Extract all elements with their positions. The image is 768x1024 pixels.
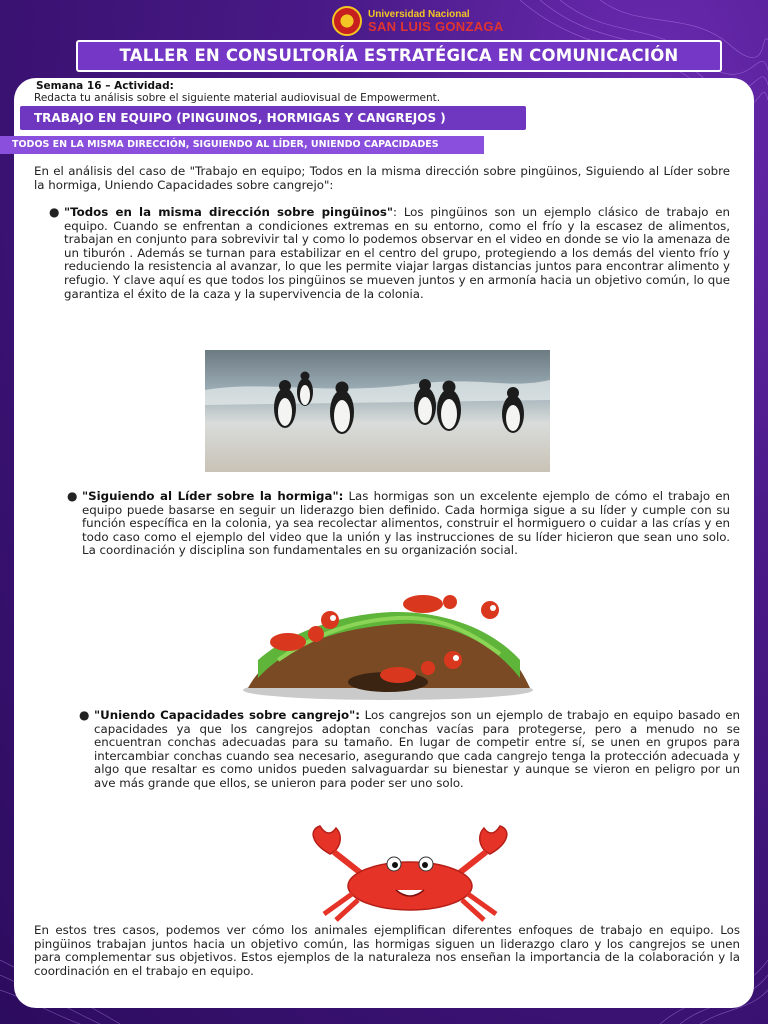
page-title: TALLER EN CONSULTORÍA ESTRATÉGICA EN COMUNICACIÓN [76,40,722,72]
activity-label: Semana 16 – Actividad: [36,80,174,92]
bullet-text: Las hormigas son un excelente ejemplo de cómo el trabajo en equipo puede basarse en seguir un liderazgo bien definido. Cada hormiga sigue a su líder y cumple con su función específica en la colonia, ya sea recolectar alimentos, construir el hormiguero o cuidar a las crías y en todo caso como el ejemplo del video que la unión y las instrucciones de su líder hicieron que sean uno solo. La coordinación y disciplina son fundamentales en su organización social. [82,489,730,558]
logo-line-2: SAN LUIS GONZAGA [368,18,504,34]
activity-description: Redacta tu análisis sobre el siguiente material audiovisual de Empowerment. [34,92,441,104]
bullet-dot-icon: ● [67,489,78,503]
bullet-ants [67,489,730,558]
closing-paragraph: En estos tres casos, podemos ver cómo los animales ejemplifican diferentes enfoques de trabajo en equipo. Los pingüinos trabajan juntos hacia un objetivo común, las hormigas siguen un liderazgo claro y los cangrejos se unen para complementar sus objetivos. Estos ejemplos de la naturaleza nos enseñan la importancia de la colaboración y la coordinación en el trabajo en equipo. [34,923,740,978]
bullet-dot-icon: ● [49,205,60,219]
logo-line-1: Universidad Nacional [368,8,470,20]
bullet-text: Los cangrejos son un ejemplo de trabajo en equipo basado en capacidades ya que los cangrejos adoptan conchas vacías para protegerse, pero a menudo no se encuentran conchas adecuadas para su tamaño. En lugar de competir entre sí, se unen en grupos para intercambiar conchas cuando sea necesario, asegurando que cada cangrejo tenga la protección adecuada y algo que resaltar es como unidos pueden salvaguardar su bienestar y aunque se vieron en peligro por un ave más grande que ellos, se unieron para poder ser uno solo. [94,708,740,790]
bullet-crabs [79,708,740,791]
bullet-dot-icon: ● [79,708,90,722]
intro-paragraph: En el análisis del caso de "Trabajo en equipo; Todos en la misma dirección sobre pingüinos, Siguiendo al Líder sobre la hormiga, Uniendo Capacidades sobre cangrejo": [34,164,730,192]
bullet-text: : Los pingüinos son un ejemplo clásico de trabajo en equipo. Cuando se enfrentan a condiciones extremas en su entorno, como el frío y la escasez de alimentos, trabajan en conjunto para sobrevivir tal y como lo podemos observar en el video en donde se vio la amenaza de un tiburón . Además se turnan para estabilizar en el centro del grupo, protegiendo a los demás del viento frío y reduciendo la resistencia al avanzar, lo que les permite viajar largas distancias juntos para encontrar alimento y refugio. Y clave aquí es que todos los pingüinos se mueven juntos y en armonía hacia un objetivo común, lo que garantiza el éxito de la caza y la supervivencia de la colonia. [64,205,730,301]
bullet-heading: "Uniendo Capacidades sobre cangrejo": [94,708,361,722]
university-logo [332,6,542,36]
penguins-image [205,350,550,472]
section-subtitle: TODOS EN LA MISMA DIRECCIÓN, SIGUIENDO AL LÍDER, UNIENDO CAPACIDADES [0,136,484,154]
bullet-heading: "Siguiendo al Líder sobre la hormiga": [82,489,344,503]
bullet-heading: "Todos en la misma dirección sobre pingüinos" [64,205,394,219]
bullet-penguins [49,205,730,301]
crab-image [302,824,518,922]
section-title: TRABAJO EN EQUIPO (PINGUINOS, HORMIGAS Y CANGREJOS ) [20,106,526,130]
university-seal-icon [332,6,362,36]
ants-image [238,590,538,702]
